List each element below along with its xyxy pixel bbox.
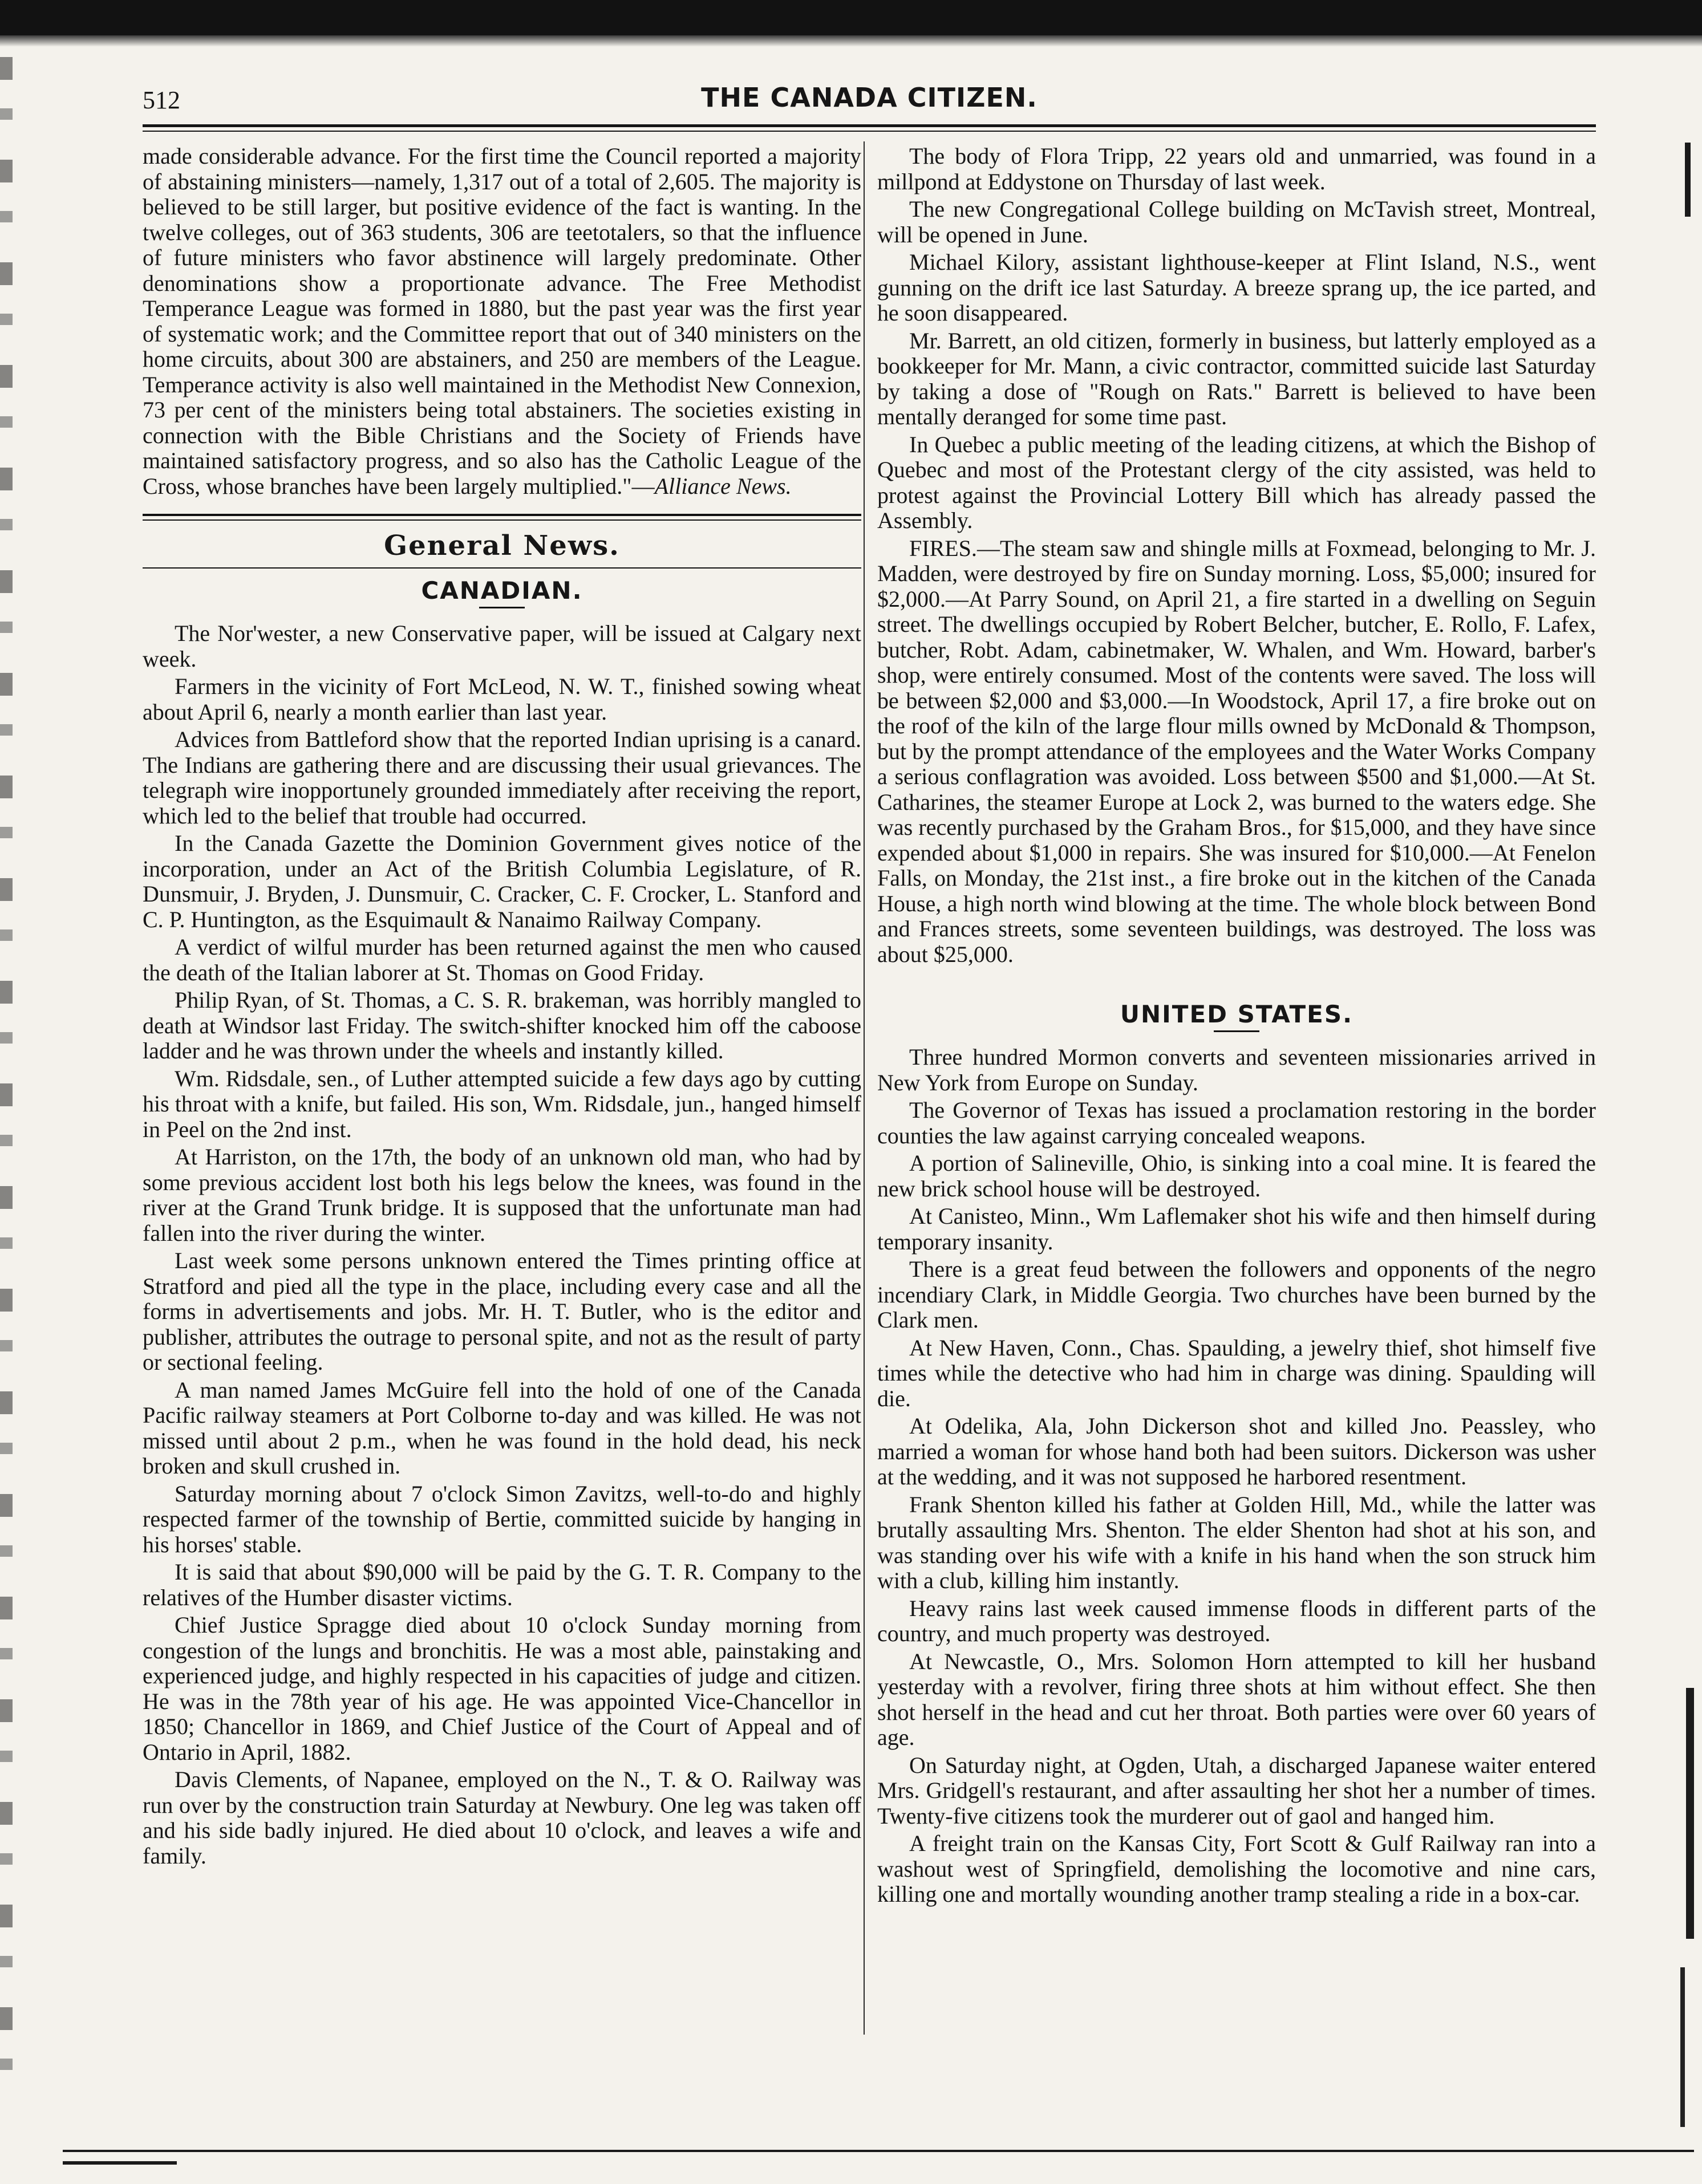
news-item: Philip Ryan, of St. Thomas, a C. S. R. brakeman, was horribly mangled to death at Windsor last Friday. The switch-shifter knocked him off the caboose ladder and he was thrown under the wheels and instantly killed. <box>143 987 861 1063</box>
news-item: A freight train on the Kansas City, Fort Scott & Gulf Railway ran into a washout west of Springfield, demolishing the locomotive and nine cars, killing one and mortally wounding another tramp stealing a ride in a box-car. <box>877 1830 1596 1907</box>
heading-dash <box>479 607 525 608</box>
news-item: Davis Clements, of Napanee, employed on the N., T. & O. Railway was run over by the construction train Saturday at Newbury. One leg was taken off and his side badly injured. He died about 10 o'clock, and leaves a wife and family. <box>143 1767 861 1869</box>
news-item: In Quebec a public meeting of the leading citizens, at which the Bishop of Quebec and most of the Protestant clergy of the city assisted, was held to protest against the Provincial Lottery Bill which has already passed the Assembly. <box>877 431 1596 533</box>
news-item: Mr. Barrett, an old citizen, formerly in business, but latterly employed as a bookkeeper for Mr. Mann, a civic contractor, committed suicide last Saturday by taking a dose of "Rough on Rats." Barrett is believed to have been mentally deranged for some time past. <box>877 327 1596 429</box>
scan-left-edge <box>0 57 13 2087</box>
heading-rule <box>143 567 861 569</box>
fires-label: FIRES. <box>909 535 977 561</box>
intro-source: Alliance News. <box>654 473 792 499</box>
news-item: Saturday morning about 7 o'clock Simon Zavitzs, well-to-do and highly respected farmer of the township of Bertie, committed suicide by hanging in his horses' stable. <box>143 1480 861 1557</box>
news-item: Last week some persons unknown entered the Times printing office at Stratford and pied all the type in the place, including every case and all the forms in advertisements and jobs. Mr. H. T. Butler, who is the editor and publisher, attributes the outrage to personal spite, and not as the result of party or sectional feeling. <box>143 1248 861 1375</box>
news-item: On Saturday night, at Ogden, Utah, a discharged Japanese waiter entered Mrs. Gridgell's restaurant, and after assaulting her shot her a number of times. Twenty-five citizens took the murderer out of gaol and hanged him. <box>877 1752 1596 1829</box>
page-number: 512 <box>143 86 180 114</box>
news-item: At Canisteo, Minn., Wm Laflemaker shot his wife and then himself during temporary insanity. <box>877 1203 1596 1255</box>
right-column <box>877 144 1596 1910</box>
column-divider <box>864 141 865 2035</box>
news-item: Michael Kilory, assistant lighthouse-keeper at Flint Island, N.S., went gunning on the drift ice last Saturday. A breeze sprang up, the ice parted, and he soon disappeared. <box>877 249 1596 326</box>
news-item: The Governor of Texas has issued a proclamation restoring in the border counties the law against carrying concealed weapons. <box>877 1097 1596 1148</box>
intro-paragraph: made considerable advance. For the first time the Council reported a majority of abstaining ministers—namely, 1,317 out of a total of 2,605. The majority is believed to be still larger, but positive evidence of the fact is wanting. In the twelve colleges, out of 363 students, 306 are teetotalers, so that the influence of future ministers who favor abstinence will largely predominate. Other denominations show a proportionate advance. The Free Methodist Temperance League was formed in 1880, but the past year was the first year of systematic work; and the Committee report that out of 340 ministers on the home circuits, about 300 are abstainers, and 250 are members of the League. Temperance activity is also well maintained in the Methodist New Connexion, 73 per cent of the ministers being total abstainers. The societies existing in connection with the Bible Christians and the Society of Friends have maintained satisfactory progress, and so also has the Catholic League of the Cross, whose branches have been largely multiplied."—Alliance News. <box>143 143 861 499</box>
news-item: The Nor'wester, a new Conservative paper, will be issued at Calgary next week. <box>143 620 861 672</box>
united-states-heading: UNITED STATES. <box>1120 1000 1354 1028</box>
news-item: The body of Flora Tripp, 22 years old and unmarried, was found in a millpond at Eddystone on Thursday of last week. <box>877 143 1596 194</box>
bottom-rule <box>63 2150 1694 2152</box>
news-item: Three hundred Mormon converts and seventeen missionaries arrived in New York from Europe on Sunday. <box>877 1044 1596 1095</box>
news-item: It is said that about $90,000 will be paid by the G. T. R. Company to the relatives of the Humber disaster victims. <box>143 1559 861 1610</box>
header-rule <box>143 124 1596 132</box>
scan-top-band <box>0 0 1702 35</box>
news-item: The new Congregational College building on McTavish street, Montreal, will be opened in June. <box>877 196 1596 247</box>
news-item: At Newcastle, O., Mrs. Solomon Horn attempted to kill her husband yesterday with a revolver, firing three shots at him without effect. She then shot herself in the head and cut her throat. Both parties were over 60 years of age. <box>877 1648 1596 1750</box>
section-rule <box>143 514 861 521</box>
scan-right-mark <box>1685 143 1691 217</box>
news-item: A man named James McGuire fell into the hold of one of the Canada Pacific railway steamers at Port Colborne to-day and was killed. He was not missed until about 2 p.m., when he was found in the hold dead, his neck broken and skull crushed in. <box>143 1377 861 1479</box>
page-header <box>143 82 1596 120</box>
news-item: Chief Justice Spragge died about 10 o'clock Sunday morning from congestion of the lungs and bronchitis. He was a most able, painstaking and experienced judge, and highly respected in his capacities of judge and citizen. He was in the 78th year of his age. He was appointed Vice-Chancellor in 1850; Chancellor in 1869, and Chief Justice of the Court of Appeal and of Ontario in April, 1882. <box>143 1612 861 1765</box>
news-item: Heavy rains last week caused immense floods in different parts of the country, and much property was destroyed. <box>877 1595 1596 1646</box>
scan-top-shadow <box>0 35 1702 47</box>
news-item: Advices from Battleford show that the reported Indian uprising is a canard. The Indians are gathering there and are discussing their usual grievances. The telegraph wire inopportunely grounded immediately after receiving the report, which led to the belief that trouble had occurred. <box>143 726 861 829</box>
fires-text: —The steam saw and shingle mills at Foxmead, belonging to Mr. J. Madden, were destroyed by fire on Sunday morning. Loss, $5,000; insured for $2,000.—At Parry Sound, on April 21, a fire started in a dwelling on Seguin street. The dwellings occupied by Robert Belcher, butcher, E. Rollo, F. Lafex, butcher, Robt. Adam, cabinetmaker, W. Whalen, and Wm. Howard, barber's shop, were entirely consumed. Most of the contents were saved. The loss will be between $2,000 and $3,000.—In Woodstock, April 17, a fire broke out on the roof of the kiln of the large flour mills owned by McDonald & Thompson, but by the prompt attendance of the employees and the Water Works Company a serious conflagration was avoided. Loss between $500 and $1,000.—At St. Catharines, the steamer Europe at Lock 2, was burned to the waters edge. She was recently purchased by the Graham Bros., for $15,000, and they have since expended about $1,000 in repairs. She was insured for $10,000.—At Fenelon Falls, on Monday, the 21st inst., a fire broke out in the kitchen of the Canada House, a high north wind blowing at the time. The whole block between Bond and Frances streets, some seventeen buildings, was destroyed. The loss was about $25,000. <box>877 535 1596 967</box>
left-column <box>143 144 861 1871</box>
news-item: At Odelika, Ala, John Dickerson shot and killed Jno. Peassley, who married a woman for whose hand both had been suitors. Dickerson was usher at the wedding, and it was not supposed he harbored resentment. <box>877 1413 1596 1489</box>
fires-paragraph <box>877 536 1596 968</box>
canadian-heading: CANADIAN. <box>421 577 583 604</box>
news-item: At Harriston, on the 17th, the body of an unknown old man, who had by some previous accident lost both his legs below the knees, was found in the river at the Grand Trunk bridge. It is supposed that the unfortunate man had fallen into the river during the winter. <box>143 1144 861 1246</box>
bottom-rule-accent <box>63 2161 177 2165</box>
news-item: There is a great feud between the followers and opponents of the negro incendiary Clark, in Middle Georgia. Two churches have been burned by the Clark men. <box>877 1256 1596 1333</box>
news-item: Frank Shenton killed his father at Golden Hill, Md., while the latter was brutally assaulting Mrs. Shenton. The elder Shenton had shot at his son, and was standing over his wife with a knife in his hand when the son struck him with a club, killing him instantly. <box>877 1491 1596 1593</box>
news-item: Wm. Ridsdale, sen., of Luther attempted suicide a few days ago by cutting his throat with a knife, but failed. His son, Wm. Ridsdale, jun., hanged himself in Peel on the 2nd inst. <box>143 1065 861 1142</box>
news-item: At New Haven, Conn., Chas. Spaulding, a jewelry thief, shot himself five times while the detective who had him in charge was dining. Spaulding will die. <box>877 1334 1596 1411</box>
scan-right-mark <box>1686 1688 1694 1939</box>
heading-dash <box>1214 1030 1259 1032</box>
general-news-heading: General News. <box>384 530 620 562</box>
journal-title: THE CANADA CITIZEN. <box>701 82 1038 113</box>
news-item: In the Canada Gazette the Dominion Government gives notice of the incorporation, under an Act of the British Columbia Legislature, of R. Dunsmuir, J. Bryden, J. Dunsmuir, C. Cracker, C. F. Crocker, L. Stanford and C. P. Huntington, as the Esquimault & Nanaimo Railway Company. <box>143 830 861 932</box>
news-item: A portion of Salineville, Ohio, is sinking into a coal mine. It is feared the new brick school house will be destroyed. <box>877 1150 1596 1201</box>
scan-right-mark <box>1680 1967 1685 2127</box>
news-item: Farmers in the vicinity of Fort McLeod, N. W. T., finished sowing wheat about April 6, nearly a month earlier than last year. <box>143 673 861 725</box>
news-item: A verdict of wilful murder has been returned against the men who caused the death of the Italian laborer at St. Thomas on Good Friday. <box>143 934 861 985</box>
